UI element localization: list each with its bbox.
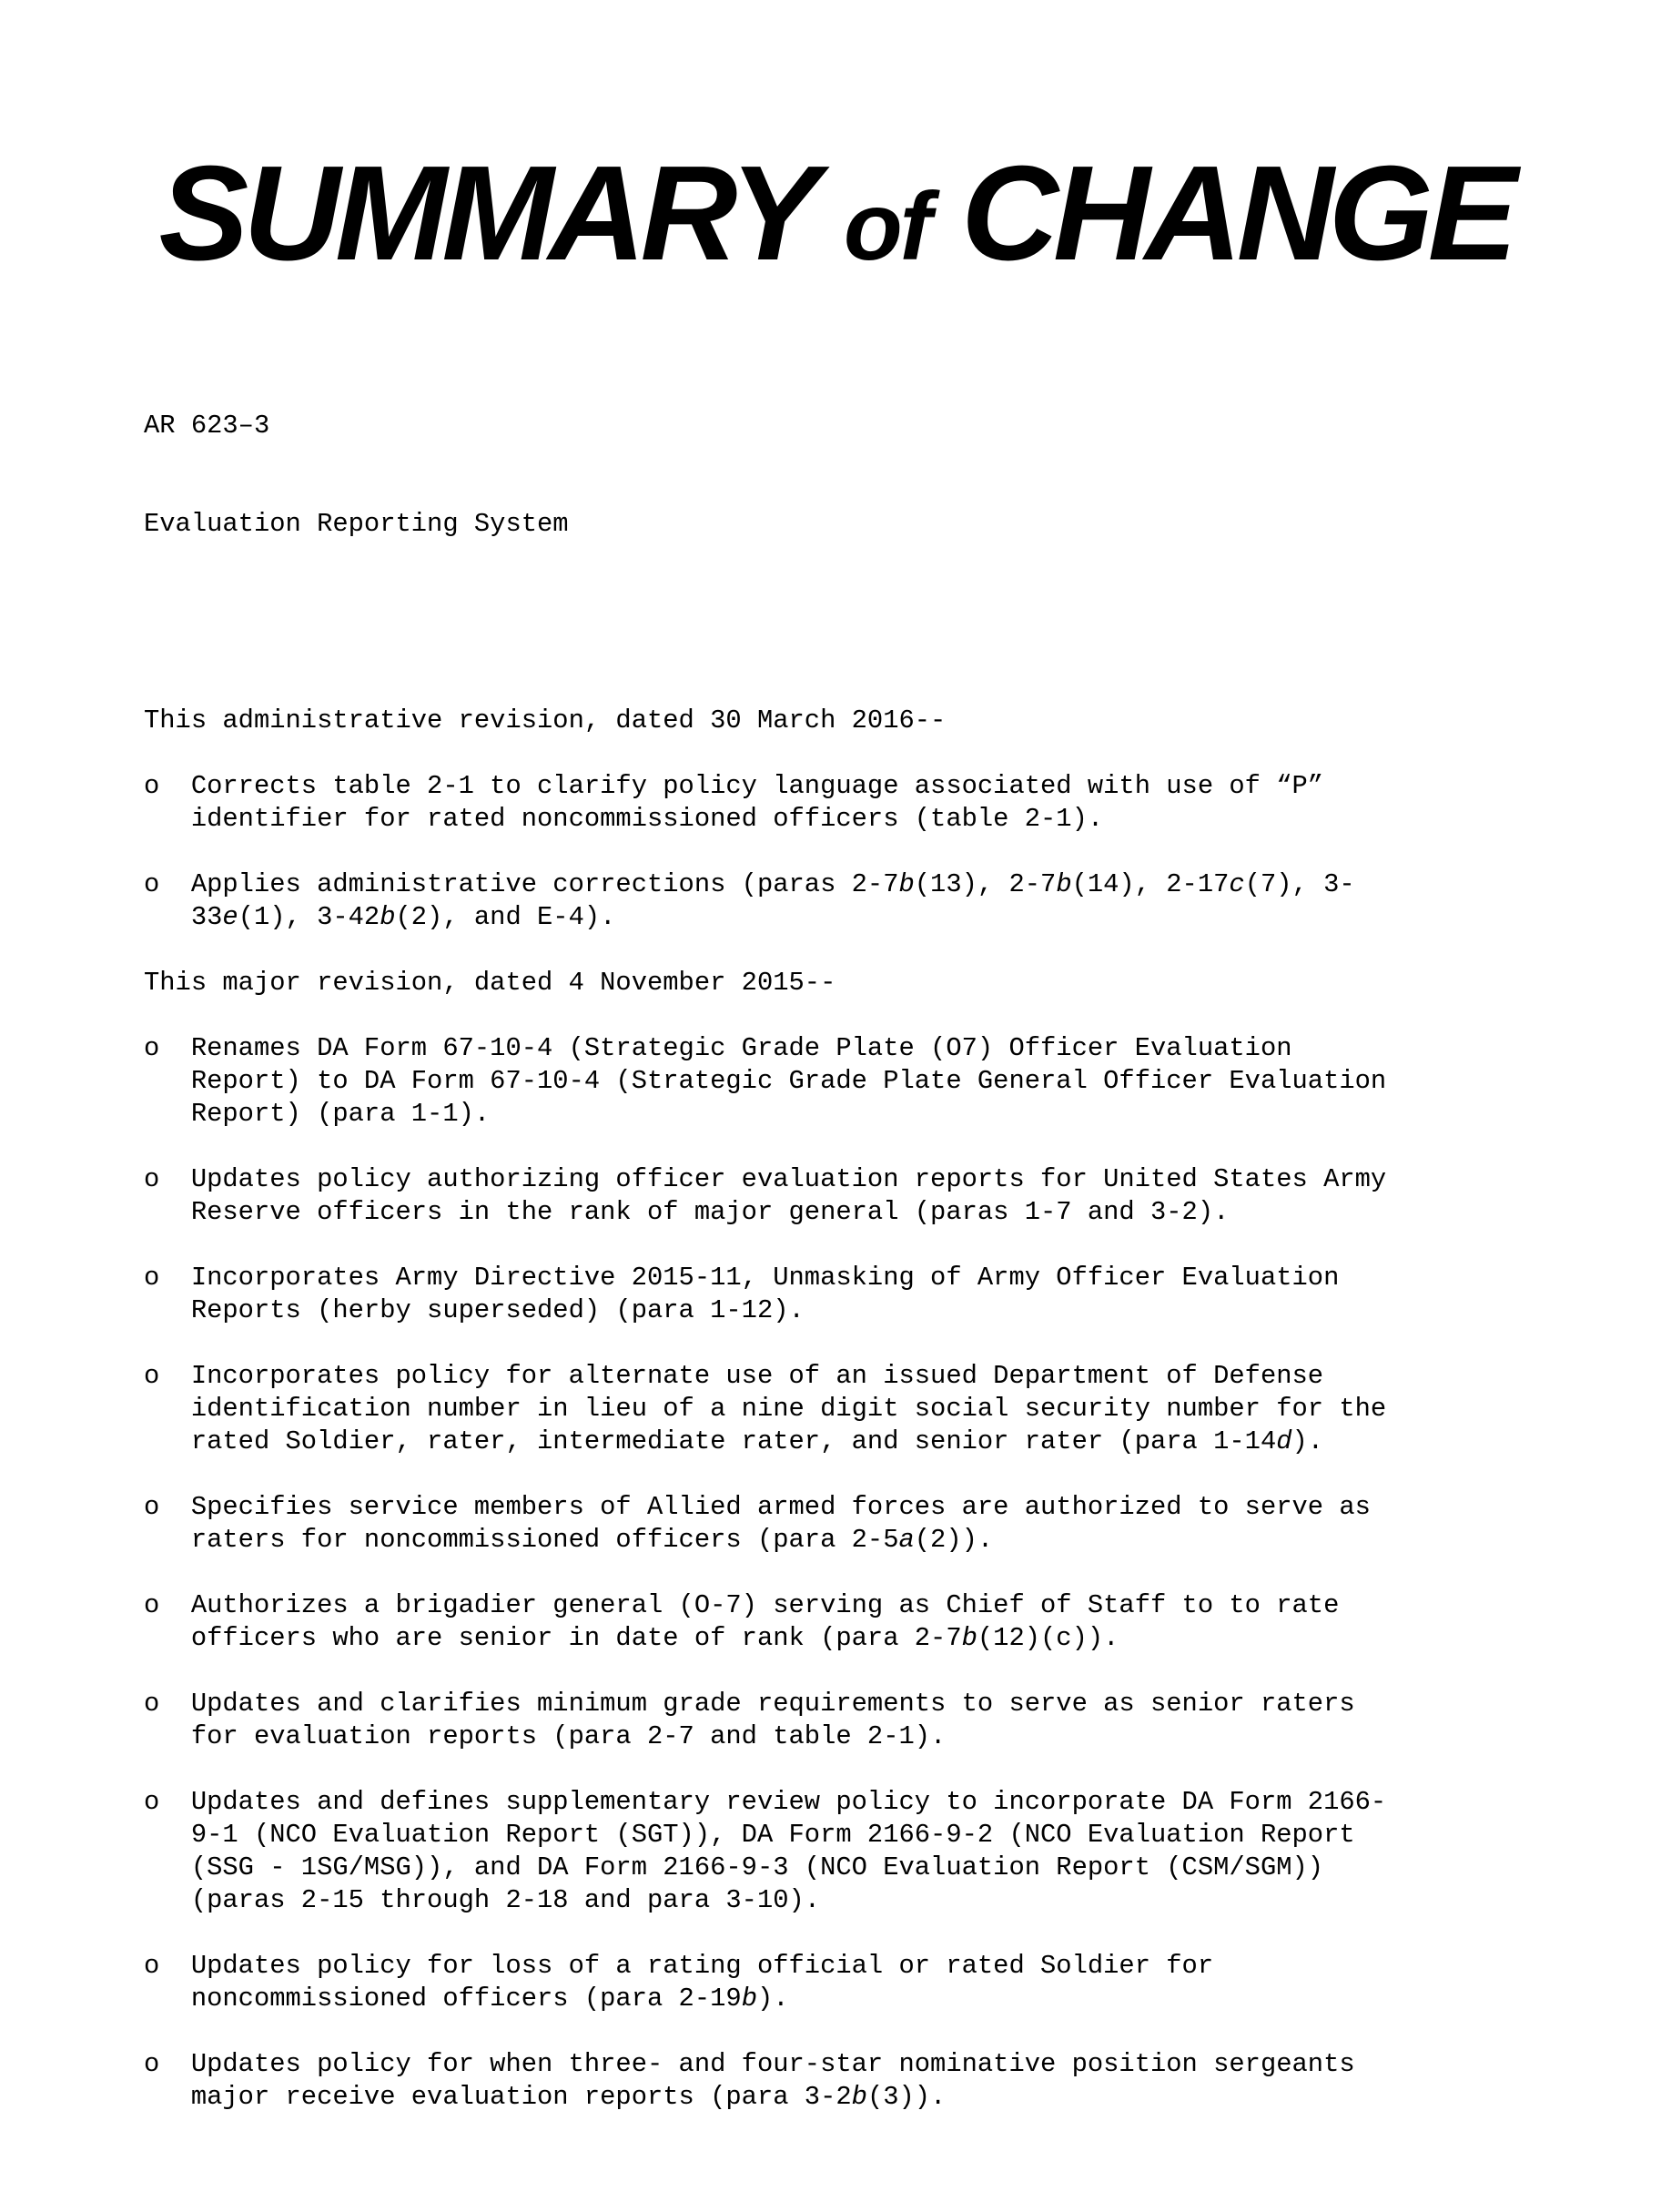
change-item-line: officers who are senior in date of rank (para 2-7b(12)(c)). (144, 1623, 1119, 1653)
change-sections (144, 705, 1564, 2146)
change-item (144, 1360, 1564, 1458)
change-item (144, 1950, 1564, 2015)
spacer (144, 2015, 1564, 2048)
change-item-line: identifier for rated noncommissioned officers (table 2-1). (144, 804, 1104, 834)
change-item-line: Reserve officers in the rank of major general (paras 1-7 and 3-2). (144, 1197, 1230, 1227)
page-title (0, 137, 1671, 304)
change-item-line: o Updates and defines supplementary review policy to incorporate DA Form 2166- (144, 1787, 1387, 1817)
change-item-line: Report) to DA Form 67-10-4 (Strategic Grade Plate General Officer Evaluation (144, 1066, 1387, 1096)
change-item (144, 1786, 1564, 1917)
title-change: CHANGE (961, 138, 1513, 289)
spacer (144, 2114, 1564, 2146)
change-item-line: Report) (para 1-1). (144, 1099, 491, 1129)
change-item (144, 1491, 1564, 1557)
spacer (144, 1229, 1564, 1262)
spacer (144, 1655, 1564, 1688)
regulation-number: AR 623–3 (144, 411, 270, 441)
change-item-line: o Incorporates Army Directive 2015-11, Unmasking of Army Officer Evaluation (144, 1263, 1340, 1293)
change-item-line: o Incorporates policy for alternate use of an issued Department of Defense (144, 1361, 1324, 1391)
title-summary: SUMMARY (158, 138, 812, 289)
change-item-line: o Renames DA Form 67-10-4 (Strategic Grade Plate (O7) Officer Evaluation (144, 1033, 1292, 1063)
change-item-line: o Updates policy authorizing officer evaluation reports for United States Army (144, 1164, 1387, 1194)
spacer (144, 836, 1564, 868)
change-item (144, 1032, 1564, 1131)
change-item (144, 1262, 1564, 1327)
change-item-line: o Updates policy for loss of a rating official or rated Soldier for (144, 1951, 1214, 1981)
change-item (144, 868, 1564, 934)
change-item (144, 1688, 1564, 1753)
change-item-line: raters for noncommissioned officers (para 2-5a(2)). (144, 1525, 994, 1555)
change-item-line: Reports (herby superseded) (para 1-12). (144, 1295, 805, 1325)
spacer (144, 1458, 1564, 1491)
change-item-line: o Applies administrative corrections (paras 2-7b(13), 2-7b(14), 2-17c(7), 3- (144, 869, 1355, 899)
change-item-line: for evaluation reports (para 2-7 and table 2-1). (144, 1721, 947, 1751)
revision-intro: This administrative revision, dated 30 March 2016-- (144, 705, 947, 736)
spacer (144, 934, 1564, 967)
change-item-line: (SSG - 1SG/MSG)), and DA Form 2166-9-3 (NCO Evaluation Report (CSM/SGM)) (144, 1852, 1324, 1882)
revision-section (144, 705, 1564, 967)
spacer (144, 606, 1564, 639)
change-item-line: 33e(1), 3-42b(2), and E-4). (144, 902, 616, 932)
regulation-subject: Evaluation Reporting System (144, 509, 569, 539)
revision-intro: This major revision, dated 4 November 2015-- (144, 968, 836, 998)
change-item-line: 9-1 (NCO Evaluation Report (SGT)), DA Form 2166-9-2 (NCO Evaluation Report (144, 1820, 1355, 1850)
change-item (144, 2048, 1564, 2114)
spacer (144, 1753, 1564, 1786)
document-body (144, 344, 1564, 2212)
change-item-line: o Specifies service members of Allied armed forces are authorized to serve as (144, 1492, 1371, 1522)
change-item (144, 1589, 1564, 1655)
spacer (144, 999, 1564, 1032)
revision-section (144, 967, 1564, 2146)
change-item-line: o Updates policy for when three- and four-star nominative position sergeants (144, 2049, 1355, 2079)
spacer (144, 1131, 1564, 1163)
change-item-line: (paras 2-15 through 2-18 and para 3-10). (144, 1885, 821, 1915)
change-item (144, 770, 1564, 836)
spacer (144, 1327, 1564, 1360)
change-item-line: o Updates and clarifies minimum grade requirements to serve as senior raters (144, 1689, 1355, 1719)
change-item-line: rated Soldier, rater, intermediate rater, and senior rater (para 1-14d). (144, 1426, 1324, 1456)
spacer (144, 1917, 1564, 1950)
change-item-line: o Corrects table 2-1 to clarify policy language associated with use of “P” (144, 771, 1324, 801)
change-item (144, 1163, 1564, 1229)
change-item-line: identification number in lieu of a nine digit social security number for the (144, 1394, 1387, 1424)
spacer (144, 1557, 1564, 1589)
spacer (144, 737, 1564, 770)
title-of: of (843, 173, 929, 280)
change-item-line: noncommissioned officers (para 2-19b). (144, 1984, 789, 2014)
change-item-line: o Authorizes a brigadier general (O-7) serving as Chief of Staff to to rate (144, 1590, 1340, 1620)
change-item-line: major receive evaluation reports (para 3-2b(3)). (144, 2082, 947, 2112)
